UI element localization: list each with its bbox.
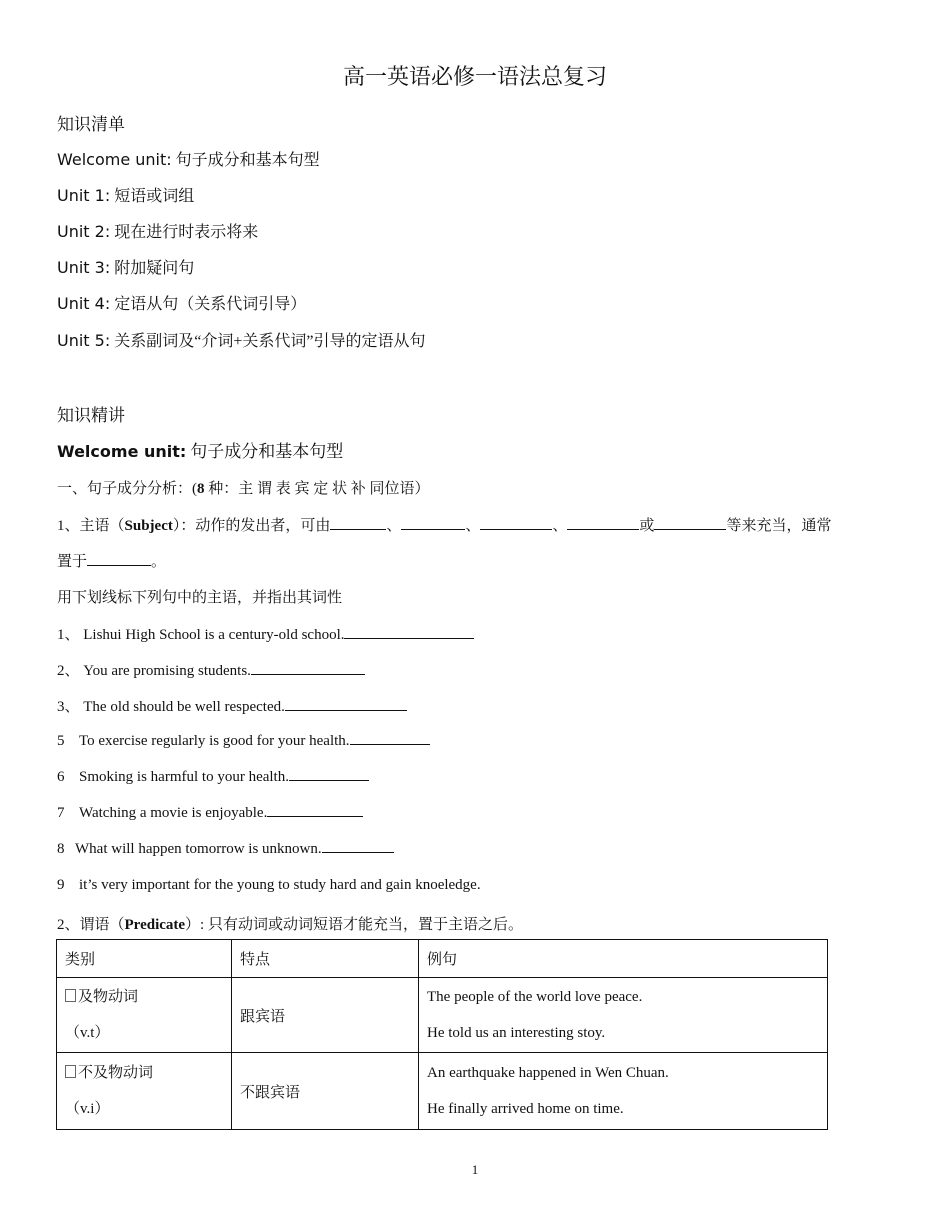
exercise-sentence: Lishui High School is a century-old school. bbox=[83, 627, 345, 643]
toc-unit: Welcome unit: bbox=[57, 150, 172, 169]
answer-blank[interactable] bbox=[322, 840, 394, 853]
exercise-number: 5 bbox=[57, 733, 65, 749]
feature-cell: 不跟宾语 bbox=[232, 1053, 419, 1130]
category-name: 及物动词 bbox=[78, 989, 139, 1005]
checkbox-glyph bbox=[65, 989, 76, 1002]
verb-type-table bbox=[56, 939, 828, 1130]
answer-blank[interactable] bbox=[480, 517, 552, 530]
separator: 、 bbox=[386, 518, 402, 534]
example-sentence: He finally arrived home on time. bbox=[427, 1101, 624, 1117]
toc-item bbox=[57, 291, 306, 314]
answer-blank[interactable] bbox=[654, 517, 726, 530]
toc-topic: 句子成分和基本句型 bbox=[175, 152, 320, 169]
exercise-sentence: Watching a movie is enjoyable. bbox=[79, 805, 268, 821]
exercise-item bbox=[57, 659, 365, 680]
table-header-cell: 特点 bbox=[232, 940, 419, 978]
subject-pre: 1、主语（ bbox=[57, 518, 125, 534]
part1-heading bbox=[57, 477, 430, 498]
page-title: 高一英语必修一语法总复习 bbox=[342, 64, 607, 89]
toc-unit: Unit 2: bbox=[57, 222, 111, 241]
exercise-sentence: To exercise regularly is good for your health. bbox=[79, 733, 350, 749]
exercise-item bbox=[57, 695, 407, 716]
toc-topic: 附加疑问句 bbox=[114, 260, 195, 277]
toc-topic: 关系副词及“介词+关系代词”引导的定语从句 bbox=[114, 333, 426, 350]
toc-unit: Unit 1: bbox=[57, 186, 111, 205]
subject-post: 等来充当，通常 bbox=[726, 518, 832, 534]
subject-definition bbox=[57, 514, 831, 535]
exercise-number: 3、 bbox=[57, 699, 80, 715]
exercise-sentence: You are promising students. bbox=[83, 663, 251, 679]
toc-item bbox=[57, 147, 320, 170]
toc-topic: 定语从句（关系代词引导） bbox=[114, 296, 307, 313]
example-sentence: He told us an interesting stoy. bbox=[427, 1025, 606, 1041]
toc-unit: Unit 4: bbox=[57, 294, 111, 313]
exercise-sentence: What will happen tomorrow is unknown. bbox=[75, 841, 322, 857]
lecture-unit-line bbox=[57, 437, 343, 462]
part1-post: 种：主 谓 表 宾 定 状 补 同位语） bbox=[204, 481, 430, 497]
part1-pre: 一、句子成分分析：( bbox=[57, 481, 197, 497]
subject-definition-cont bbox=[57, 550, 166, 571]
toc-topic: 短语或词组 bbox=[114, 188, 195, 205]
checkbox-glyph bbox=[65, 1065, 76, 1078]
separator: 、 bbox=[552, 518, 568, 534]
subject-line2-post: 。 bbox=[151, 554, 167, 570]
answer-blank[interactable] bbox=[267, 804, 363, 817]
answer-blank[interactable] bbox=[285, 698, 407, 711]
subject-term: Subject bbox=[124, 518, 173, 534]
toc-item bbox=[57, 183, 194, 206]
exercise-number: 2、 bbox=[57, 663, 80, 679]
answer-blank[interactable] bbox=[401, 517, 465, 530]
answer-blank[interactable] bbox=[330, 517, 386, 530]
toc-item bbox=[57, 255, 194, 278]
predicate-post: ）: 只有动词或动词短语才能充当，置于主语之后。 bbox=[185, 917, 523, 933]
toc-item bbox=[57, 328, 425, 351]
toc-topic: 现在进行时表示将来 bbox=[114, 224, 259, 241]
exercise-number: 6 bbox=[57, 769, 65, 785]
answer-blank[interactable] bbox=[567, 517, 639, 530]
predicate-term: Predicate bbox=[124, 917, 186, 933]
or-word: 或 bbox=[639, 518, 655, 534]
exercise-instruction: 用下划线标下列句中的主语，并指出其词性 bbox=[57, 590, 343, 606]
predicate-definition bbox=[57, 913, 523, 934]
category-cell bbox=[57, 1053, 232, 1130]
table-row bbox=[57, 1053, 828, 1130]
examples-cell bbox=[419, 978, 828, 1053]
exercise-item bbox=[57, 840, 394, 858]
exercise-sentence: The old should be well respected. bbox=[83, 699, 285, 715]
predicate-pre: 2、谓语（ bbox=[57, 917, 125, 933]
toc-unit: Unit 3: bbox=[57, 258, 111, 277]
table-header-cell: 例句 bbox=[419, 940, 828, 978]
toc-item bbox=[57, 219, 258, 242]
lecture-heading: 知识精讲 bbox=[57, 406, 125, 425]
answer-blank[interactable] bbox=[344, 626, 474, 639]
exercise-number: 1、 bbox=[57, 627, 80, 643]
feature-cell: 跟宾语 bbox=[232, 978, 419, 1053]
examples-cell bbox=[419, 1053, 828, 1130]
subject-mid: ）：动作的发出者，可由 bbox=[172, 518, 331, 534]
lecture-unit-topic: 句子成分和基本句型 bbox=[190, 442, 344, 461]
answer-blank[interactable] bbox=[350, 732, 430, 745]
table-row bbox=[57, 978, 828, 1053]
category-cell bbox=[57, 978, 232, 1053]
part1-count: 8 bbox=[197, 481, 205, 497]
category-abbr: （v.i） bbox=[65, 1101, 110, 1117]
lecture-unit: Welcome unit: bbox=[57, 442, 187, 461]
exercise-item bbox=[57, 768, 369, 786]
exercise-sentence: it’s very important for the young to study hard and gain knoeledge. bbox=[79, 877, 481, 893]
toc-heading: 知识清单 bbox=[57, 115, 125, 134]
exercise-number: 9 bbox=[57, 877, 65, 893]
category-name: 不及物动词 bbox=[78, 1065, 154, 1081]
exercise-number: 7 bbox=[57, 805, 65, 821]
answer-blank[interactable] bbox=[289, 768, 369, 781]
example-sentence: The people of the world love peace. bbox=[427, 989, 643, 1005]
exercise-item bbox=[57, 877, 481, 894]
answer-blank[interactable] bbox=[87, 553, 151, 566]
page-number: 1 bbox=[471, 1162, 479, 1177]
exercise-item bbox=[57, 732, 430, 750]
table-header-row bbox=[57, 940, 828, 978]
exercise-item bbox=[57, 623, 474, 644]
exercise-item bbox=[57, 804, 363, 822]
category-abbr: （v.t） bbox=[65, 1025, 110, 1041]
answer-blank[interactable] bbox=[251, 662, 365, 675]
exercise-sentence: Smoking is harmful to your health. bbox=[79, 769, 289, 785]
separator: 、 bbox=[465, 518, 481, 534]
exercise-number: 8 bbox=[57, 841, 65, 857]
toc-unit: Unit 5: bbox=[57, 331, 111, 350]
example-sentence: An earthquake happened in Wen Chuan. bbox=[427, 1065, 669, 1081]
subject-line2-pre: 置于 bbox=[57, 554, 88, 570]
table-header-cell: 类别 bbox=[57, 940, 232, 978]
